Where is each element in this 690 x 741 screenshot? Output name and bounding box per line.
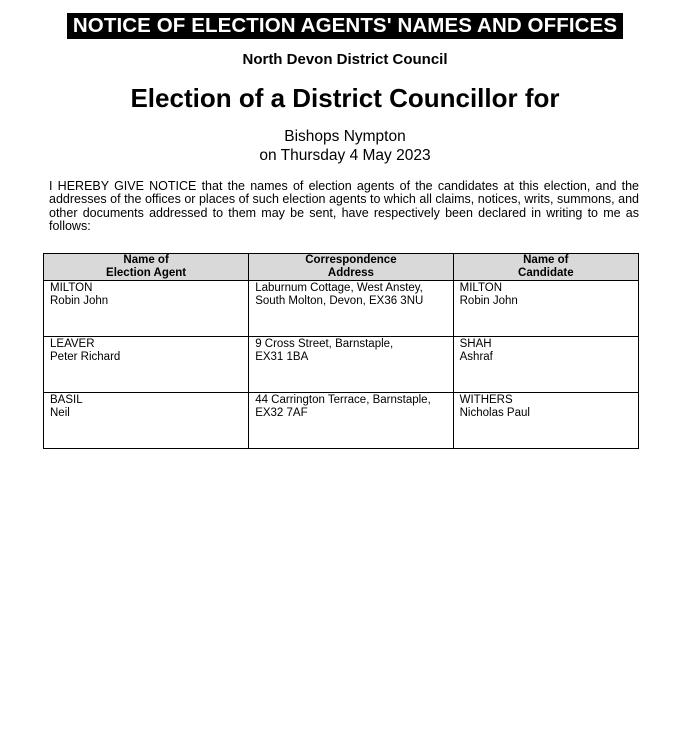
agent-surname: LEAVER: [50, 338, 95, 350]
table-row: [44, 337, 639, 393]
candidate-surname: MILTON: [459, 282, 503, 294]
header-candidate-name: [453, 254, 638, 281]
candidate-surname: SHAH: [459, 338, 492, 350]
election-agents-table: [43, 253, 639, 449]
header-line: Address: [327, 267, 374, 279]
candidate-forenames: Robin John: [459, 295, 518, 307]
address-cell: [249, 281, 453, 337]
address-cell: [249, 337, 453, 393]
header-line: Name of: [123, 254, 169, 266]
candidate-name-cell: [453, 393, 638, 449]
candidate-name-cell: [453, 337, 638, 393]
address-line: 44 Carrington Terrace, Barnstaple,: [255, 394, 431, 406]
header-line: Election Agent: [106, 267, 187, 279]
agent-forenames: Neil: [50, 407, 70, 419]
candidate-forenames: Ashraf: [459, 351, 493, 363]
agent-forenames: Robin John: [50, 295, 109, 307]
agent-surname: MILTON: [50, 282, 93, 294]
agent-surname: BASIL: [50, 394, 83, 406]
candidate-surname: WITHERS: [459, 394, 513, 406]
address-cell: [249, 393, 453, 449]
table-row: [44, 393, 639, 449]
address-line: Laburnum Cottage, West Anstey,: [255, 282, 423, 294]
notice-banner: NOTICE OF ELECTION AGENTS' NAMES AND OFFICES: [67, 13, 623, 39]
header-address: [249, 254, 453, 281]
ward-name: Bishops Nympton: [284, 128, 406, 145]
table-header-row: [44, 254, 639, 281]
candidate-name-cell: [453, 281, 638, 337]
address-line: South Molton, Devon, EX36 3NU: [255, 295, 424, 307]
notice-paragraph: I HEREBY GIVE NOTICE that the names of election agents of the candidates at this election, and the addresses of the offices or places of such election agents to which all claims, notices, writs, summons, and other documents addressed to them may be sent, have respectively been declared in writing to me as follows:: [49, 179, 639, 234]
candidate-forenames: Nicholas Paul: [459, 407, 530, 419]
address-line: 9 Cross Street, Barnstaple,: [255, 338, 394, 350]
election-title: Election of a District Councillor for: [130, 83, 560, 113]
council-name: North Devon District Council: [242, 51, 448, 68]
address-line: EX32 7AF: [255, 407, 308, 419]
agent-forenames: Peter Richard: [50, 351, 121, 363]
header-line: Name of: [523, 254, 569, 266]
election-date: on Thursday 4 May 2023: [259, 147, 431, 164]
header-line: Candidate: [518, 267, 574, 279]
address-line: EX31 1BA: [255, 351, 309, 363]
agent-name-cell: [44, 281, 249, 337]
table-row: [44, 281, 639, 337]
agent-name-cell: [44, 393, 249, 449]
banner-container: [0, 13, 690, 39]
agent-name-cell: [44, 337, 249, 393]
header-line: Correspondence: [305, 254, 397, 266]
header-agent-name: [44, 254, 249, 281]
